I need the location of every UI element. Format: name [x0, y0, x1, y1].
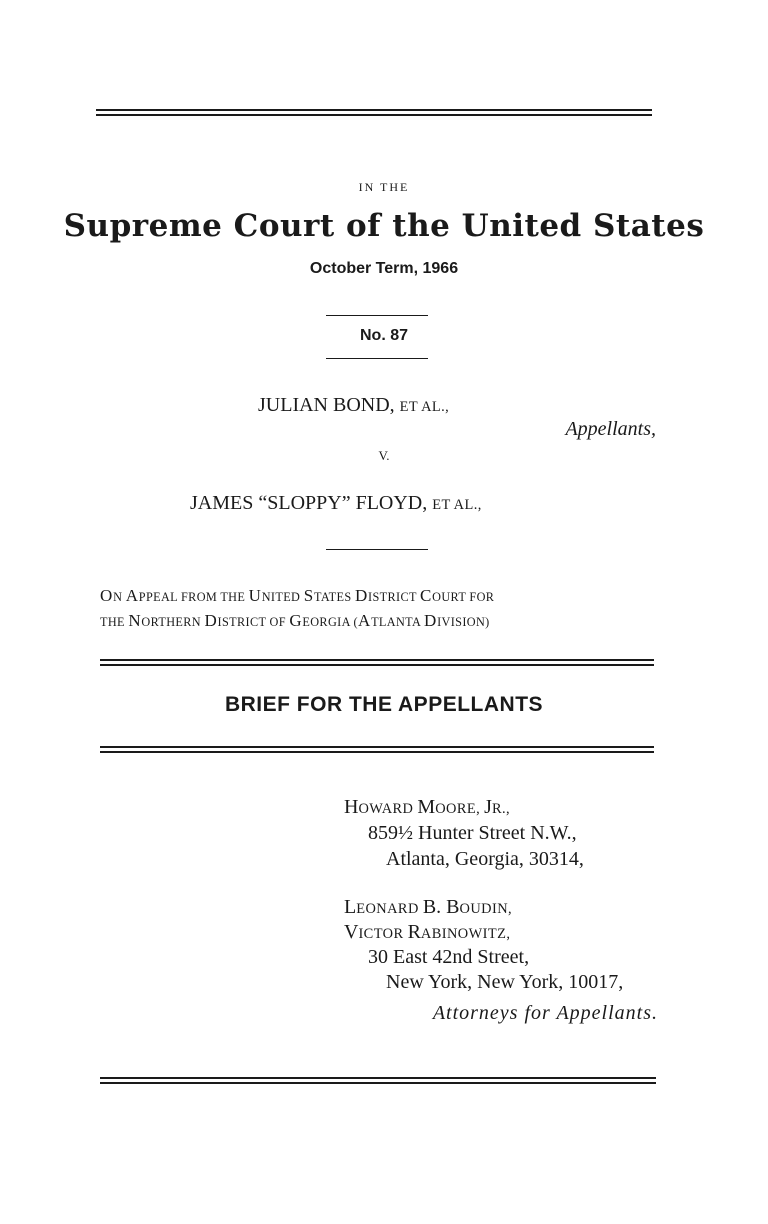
appeal-small: OURT FOR — [432, 590, 495, 604]
name-small: ABINOWITZ, — [420, 926, 511, 942]
appeal-small: NITED — [261, 590, 304, 604]
title-bottom-double-rule — [100, 746, 654, 753]
appeal-cap: U — [248, 586, 262, 605]
appeal-small: EORGIA ( — [302, 615, 358, 629]
name-small: OWARD — [358, 801, 418, 817]
attorney-rabinowitz — [344, 921, 510, 944]
name-cap: B. — [422, 896, 447, 918]
appeal-small: TATES — [313, 590, 355, 604]
appeal-small: ORTHERN — [141, 615, 205, 629]
moore-street: 859½ Hunter Street N.W., — [368, 822, 577, 844]
parties-rule — [326, 549, 428, 550]
appeal-small: PPEAL FROM THE — [138, 590, 249, 604]
in-the-label: IN THE — [358, 180, 410, 194]
name-cap: J — [484, 796, 492, 818]
appeal-cap: S — [303, 586, 314, 605]
appeal-line-2 — [100, 611, 490, 631]
bottom-double-rule — [100, 1077, 656, 1084]
appellant-et-al: ET AL., — [399, 399, 450, 415]
appeal-cap: D — [423, 611, 438, 630]
ny-street: 30 East 42nd Street, — [368, 946, 530, 968]
appeal-cap: D — [354, 586, 369, 605]
name-cap: B — [446, 896, 460, 918]
appellant-role: Appellants, — [565, 418, 656, 440]
moore-city: Atlanta, Georgia, 30314, — [386, 848, 584, 870]
attorneys-role: Attorneys for Appellants. — [432, 1002, 658, 1024]
name-cap: R — [407, 921, 421, 943]
appeal-small: N — [113, 590, 126, 604]
appeal-cap: G — [289, 611, 303, 630]
name-small: EONARD — [356, 901, 423, 917]
brief-title: BRIEF FOR THE APPELLANTS — [224, 693, 544, 716]
name-small: R., — [491, 801, 511, 817]
appeal-line-1 — [100, 586, 494, 606]
name-cap: H — [344, 796, 359, 818]
name-cap: M — [417, 796, 436, 818]
court-name: Supreme Court of the United States — [63, 208, 705, 244]
case-number-rule-bottom — [326, 358, 428, 359]
attorney-moore — [344, 796, 510, 819]
name-small: OUDIN, — [459, 901, 513, 917]
appeal-cap: C — [420, 586, 433, 605]
title-top-double-rule — [100, 659, 654, 666]
versus-label: V. — [378, 448, 390, 463]
case-number-rule-top — [326, 315, 428, 316]
appeal-small: THE — [100, 615, 129, 629]
appeal-cap: N — [128, 611, 142, 630]
appellee-line — [190, 492, 482, 515]
top-double-rule — [96, 109, 652, 116]
appeal-cap: D — [204, 611, 218, 630]
name-small: OORE, — [435, 801, 485, 817]
name-cap: V — [344, 921, 359, 943]
appeal-cap: O — [100, 586, 114, 605]
term-label: October Term, 1966 — [309, 260, 459, 277]
appellant-line — [258, 394, 449, 417]
ny-city: New York, New York, 10017, — [386, 971, 624, 993]
appeal-small: ISTRICT — [368, 590, 421, 604]
appellee-et-al: ET AL., — [432, 497, 482, 513]
appellee-name: JAMES “SLOPPY” FLOYD, — [190, 492, 428, 514]
name-small: ICTOR — [358, 926, 408, 942]
appeal-cap: A — [125, 586, 139, 605]
case-number: No. 87 — [359, 327, 408, 344]
appeal-small: IVISION) — [437, 615, 490, 629]
appeal-small: TLANTA — [371, 615, 424, 629]
appeal-cap: A — [358, 611, 372, 630]
appeal-small: ISTRICT OF — [217, 615, 290, 629]
appellant-name: JULIAN BOND, — [258, 394, 395, 416]
name-cap: L — [344, 896, 357, 918]
attorney-boudin — [344, 896, 512, 919]
